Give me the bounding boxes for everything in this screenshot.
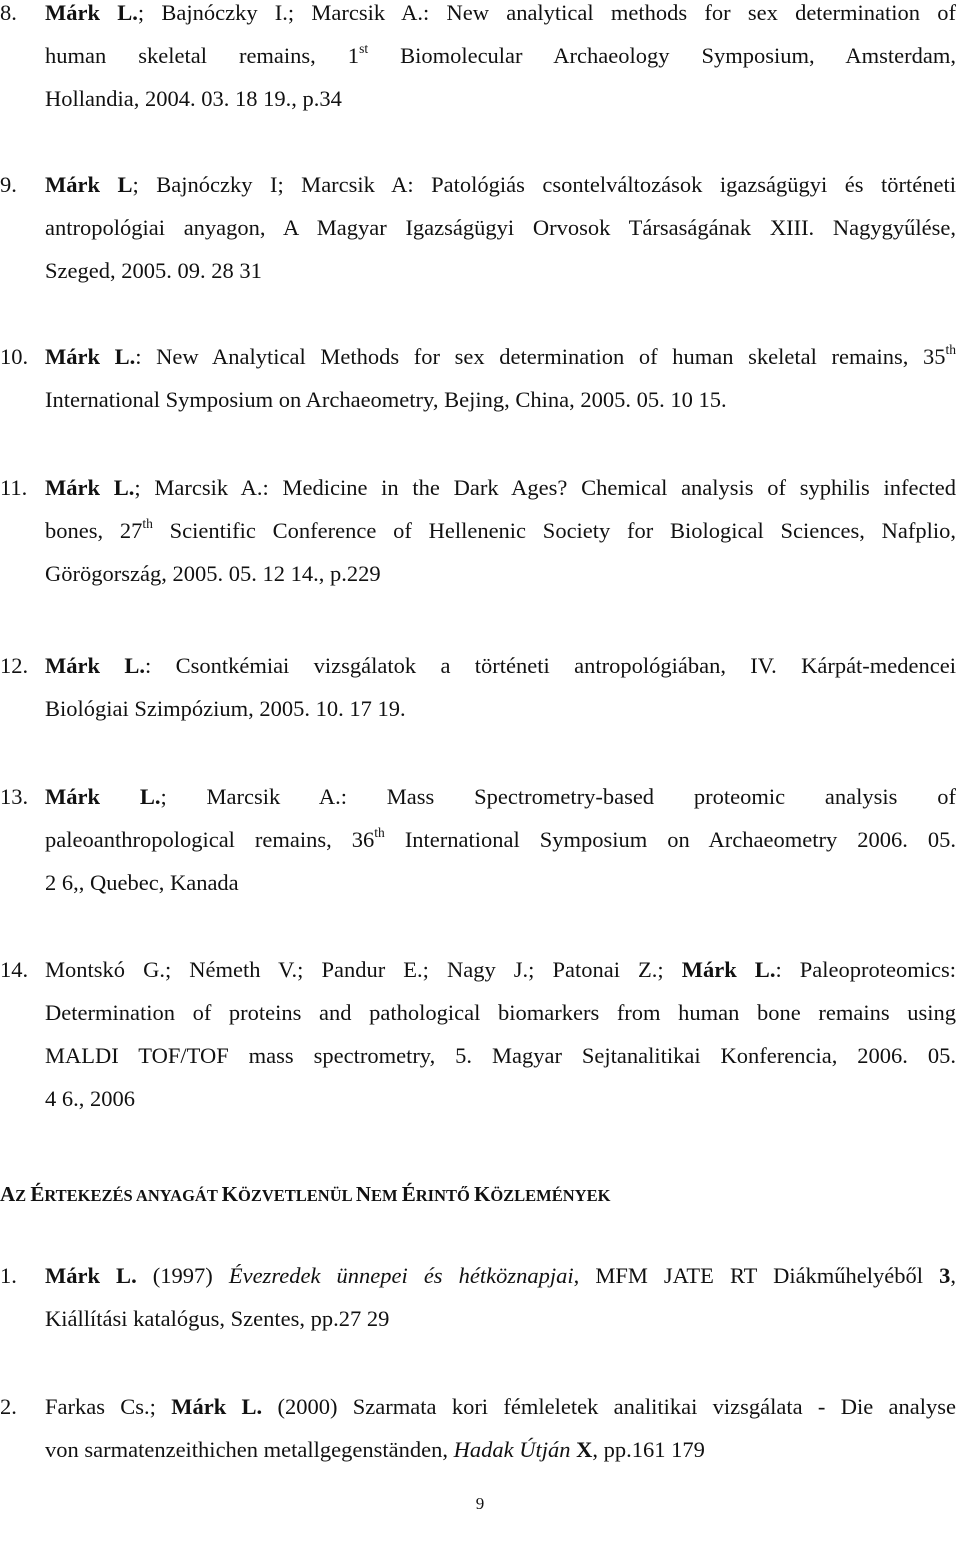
text-run: Kiállítási katalógus, Szentes, pp.27 29: [45, 1306, 390, 1331]
entry-number: 2.: [0, 1394, 17, 1419]
author-name: X: [576, 1437, 593, 1462]
ordinal-suffix: th: [374, 824, 385, 840]
heading-run: É: [30, 1182, 45, 1206]
entry-line: [45, 466, 956, 509]
heading-run: K: [221, 1182, 238, 1206]
entry-line: [45, 206, 956, 249]
page-number: 9: [475, 1494, 485, 1513]
title-italic: Évezredek ünnepei és hétköznapjai: [228, 1263, 574, 1288]
text-run: : Csontkémiai vizsgálatok a történeti antropológiában, IV. Kárpát-medencei: [144, 653, 956, 678]
text-run: International Symposium on Archaeometry, Bejing, China, 2005. 05. 10 15.: [45, 387, 727, 412]
text-run: Szeged, 2005. 09. 28 31: [45, 258, 262, 283]
heading-run: EM: [371, 1186, 402, 1205]
text-run: : Paleoproteomics:: [775, 957, 956, 982]
author-name: Márk L.: [45, 1263, 137, 1288]
ordinal-suffix: th: [142, 515, 153, 531]
heading-run: ÖZLEMÉNYEK: [490, 1186, 611, 1205]
author-name: Márk L.: [681, 957, 776, 982]
entry-line: [45, 552, 956, 595]
entry-number: 11.: [0, 475, 28, 500]
author-name: 3: [939, 1263, 951, 1288]
author-name: Márk L.: [45, 784, 161, 809]
text-run: : New Analytical Methods for sex determination of human skeletal remains, 35: [135, 344, 946, 369]
text-run: International Symposium on Archaeometry 2006. 05.: [384, 827, 957, 852]
text-run: von sarmatenzeithichen metallgegenständen,: [45, 1437, 454, 1462]
text-run: (2000) Szarmata kori fémleletek analitikai vizsgálata - Die analyse: [262, 1394, 956, 1419]
text-run: ; Marcsik A.: Mass Spectrometry-based proteomic analysis of: [160, 784, 956, 809]
text-run: Biomolecular Archaeology Symposium, Amsterdam,: [368, 43, 957, 68]
ordinal-suffix: th: [945, 341, 956, 357]
text-run: human skeletal remains, 1: [45, 43, 360, 68]
entry-line: [45, 948, 956, 991]
entry-line: [45, 0, 956, 34]
text-run: , pp.161 179: [592, 1437, 705, 1462]
entry-line: [45, 335, 956, 378]
entry-line: [45, 1254, 956, 1297]
heading-run: K: [473, 1182, 491, 1206]
author-name: Márk L.: [171, 1394, 263, 1419]
text-run: Farkas Cs.;: [45, 1394, 172, 1419]
entry-number: 13.: [0, 784, 29, 809]
entry-line: [45, 249, 956, 292]
entry-number: 9.: [0, 172, 17, 197]
author-name: Márk L.: [45, 653, 145, 678]
text-run: 4 6., 2006: [45, 1086, 135, 1111]
entry-number: 10.: [0, 344, 29, 369]
text-run: antropológiai anyagon, A Magyar Igazságügyi Orvosok Társaságának XIII. Nagygyűlése,: [45, 215, 956, 240]
author-name: Márk L: [45, 172, 133, 197]
heading-run: É: [401, 1182, 416, 1206]
entry-number: 12.: [0, 653, 29, 678]
entry-line: [45, 861, 956, 904]
entry-line: [45, 1428, 956, 1471]
entry-line: [45, 163, 956, 206]
text-run: 2 6,, Quebec, Kanada: [45, 870, 239, 895]
entry-line: [45, 77, 956, 120]
text-run: ; Bajnóczky I; Marcsik A: Patológiás csontelváltozások igazságügyi és történeti: [132, 172, 956, 197]
entry-line: [45, 991, 956, 1034]
heading-run: RINTŐ: [415, 1186, 474, 1205]
text-run: MALDI TOF/TOF mass spectrometry, 5. Magyar Sejtanalitikai Konferencia, 2006. 05.: [45, 1043, 956, 1068]
heading-run: A: [0, 1182, 16, 1206]
entry-line: [45, 1077, 956, 1120]
text-run: bones, 27: [45, 518, 143, 543]
ordinal-suffix: st: [359, 40, 369, 56]
author-name: Márk L.: [45, 0, 138, 25]
heading-run: N: [355, 1182, 372, 1206]
text-run: paleoanthropological remains, 36: [45, 827, 375, 852]
entry-line: [45, 775, 956, 818]
heading-run: Z: [15, 1186, 31, 1205]
text-run: Montskó G.; Németh V.; Pandur E.; Nagy J.; Patonai Z.;: [45, 957, 682, 982]
text-run: (1997): [136, 1263, 229, 1288]
entry-number: 14.: [0, 957, 29, 982]
entry-line: [45, 378, 956, 421]
entry-line: [45, 34, 956, 77]
entry-line: [45, 1034, 956, 1077]
text-run: ,: [950, 1263, 956, 1288]
text-run: Scientific Conference of Hellenenic Society for Biological Sciences, Nafplio,: [152, 518, 956, 543]
text-run: Determination of proteins and pathological biomarkers from human bone remains using: [45, 1000, 956, 1025]
text-run: Hollandia, 2004. 03. 18 19., p.34: [45, 86, 342, 111]
text-run: ; Bajnóczky I.; Marcsik A.: New analytical methods for sex determination of: [137, 0, 956, 25]
section-heading: [0, 1176, 960, 1212]
text-run: Görögország, 2005. 05. 12 14., p.229: [45, 561, 381, 586]
entry-line: [45, 1385, 956, 1428]
text-run: Biológiai Szimpózium, 2005. 10. 17 19.: [45, 696, 406, 721]
text-run: , MFM JATE RT Diákműhelyéből: [573, 1263, 940, 1288]
entry-line: [45, 687, 956, 730]
entry-number: 1.: [0, 1263, 17, 1288]
heading-run: RTEKEZÉS ANYAGÁT: [44, 1186, 222, 1205]
entry-number: 8.: [0, 0, 17, 25]
entry-line: [45, 818, 956, 861]
author-name: Márk L.: [45, 475, 135, 500]
text-run: ; Marcsik A.: Medicine in the Dark Ages? Chemical analysis of syphilis infected: [134, 475, 956, 500]
heading-run: ÖZVETLENÜL: [238, 1186, 356, 1205]
entry-line: [45, 644, 956, 687]
title-italic: Hadak Útján: [453, 1437, 571, 1462]
author-name: Márk L.: [45, 344, 136, 369]
entry-line: [45, 1297, 956, 1340]
entry-line: [45, 509, 956, 552]
